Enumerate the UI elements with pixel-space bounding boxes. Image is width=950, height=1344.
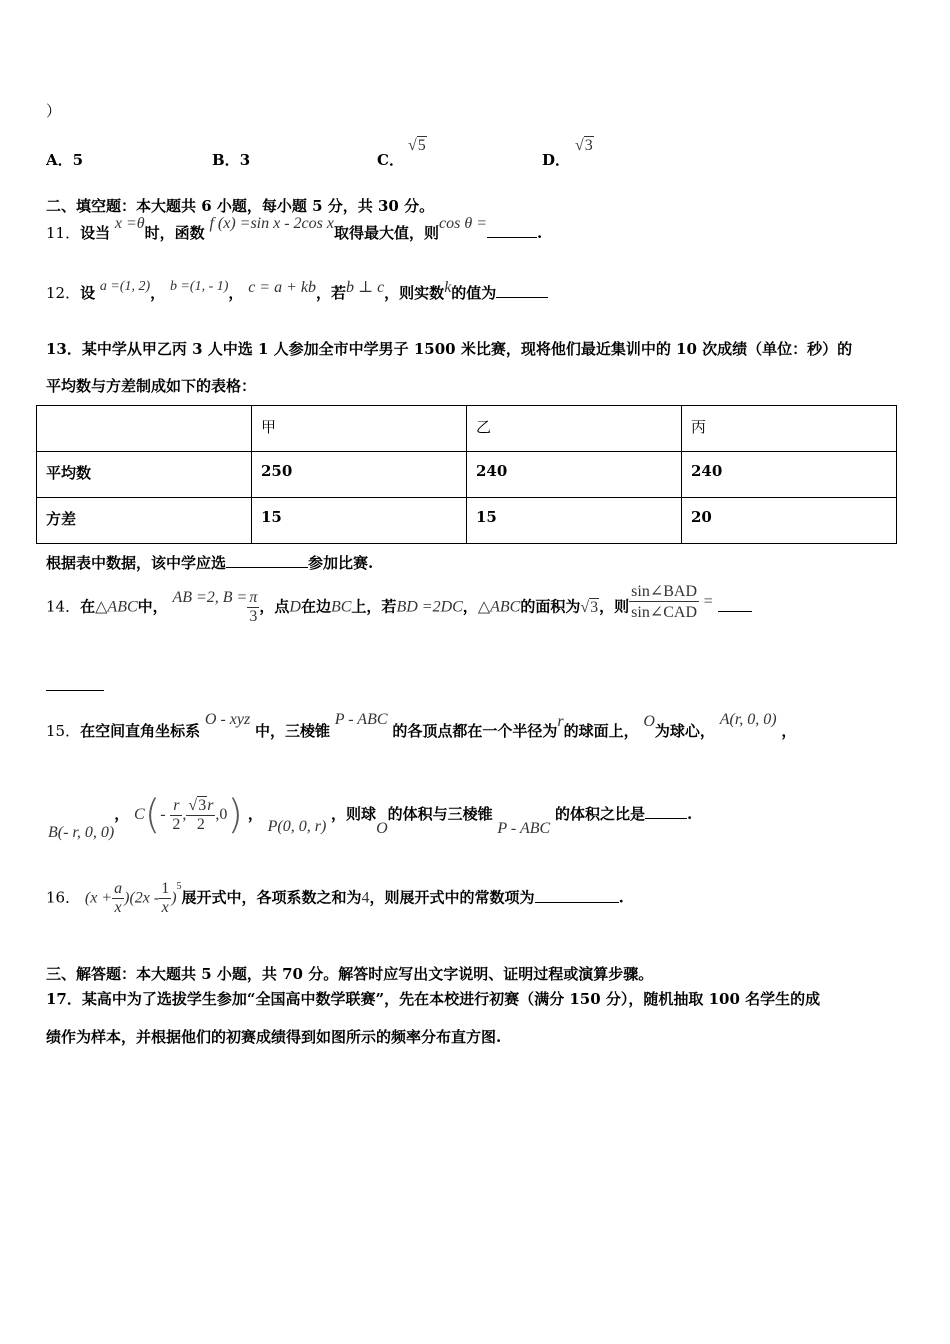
- q11-math3: cos θ =: [439, 215, 487, 232]
- q12-sep1: ，: [150, 284, 166, 302]
- q12-math-a: a =(1, 2): [99, 279, 151, 294]
- option-c-sqrt: √5: [408, 137, 426, 154]
- q12-math-k: k: [444, 279, 452, 296]
- q11-number: 11．: [46, 224, 81, 242]
- q16-number: 16．: [46, 888, 81, 907]
- q13-line2: 平均数与方差制成如下的表格：: [46, 377, 257, 395]
- q13-after-text2: 参加比赛.: [308, 554, 374, 572]
- q14-answer-blank-2: [46, 676, 104, 691]
- q17-line2: 绩作为样本，并根据他们的初赛成绩得到如图所示的频率分布直方图.: [46, 1028, 502, 1046]
- q16-x2: x: [161, 899, 169, 916]
- table-cell: 250: [252, 452, 467, 498]
- q15-text11: 的体积之比是: [554, 805, 645, 823]
- option-a: [46, 149, 83, 170]
- table-cell: 240: [682, 452, 897, 498]
- q13-answer-blank: [226, 553, 308, 568]
- q14-math-triangle: △ABC: [95, 598, 138, 616]
- q14-sqrt: √3: [580, 598, 599, 616]
- q15-text7: ，: [114, 805, 130, 823]
- q15-text9: ，则球: [331, 805, 377, 823]
- q14-pi-den: 3: [249, 608, 258, 625]
- q15-math-b: B(- r, 0, 0): [48, 824, 115, 841]
- q15-math-o2: O: [376, 820, 388, 837]
- option-a-label: A．: [46, 151, 73, 169]
- question-11: [46, 215, 543, 243]
- option-d-value: 3: [584, 137, 593, 154]
- q14-text8: ，则: [599, 597, 630, 616]
- q14-text5: 上，若: [351, 597, 397, 616]
- q15-math-p: P(0, 0, r): [267, 818, 327, 835]
- section2-title: 二、填空题：本大题共 6 小题，每小题 5 分，共 30 分。: [46, 197, 435, 215]
- option-d: [542, 149, 570, 170]
- q15-answer-blank: [645, 804, 687, 819]
- q15-end: .: [686, 805, 693, 823]
- table-cell: 平均数: [37, 452, 252, 498]
- q16-math3: ): [171, 889, 177, 907]
- q15-c-r: r: [170, 797, 182, 816]
- table-header-cell: 丙: [682, 406, 897, 452]
- q15-c-sqrt3: 3: [198, 796, 207, 814]
- q16-x1: x: [114, 899, 122, 916]
- q14-frac-den: sin∠CAD: [631, 604, 698, 621]
- q15-c-frac2: [186, 797, 215, 834]
- option-d-label: D．: [542, 151, 571, 169]
- q12-sep2: ，: [228, 284, 244, 302]
- q11-end: .: [536, 224, 543, 242]
- q11-text1: 设当: [80, 224, 111, 242]
- q14-math-d: D: [289, 598, 301, 616]
- q15-c-minus: -: [160, 806, 166, 823]
- q15-line2: B(- r, 0, 0)， C(- $\frac{r}{2}$ , $\frac{√3r}{2}$ ,0) ， P(0, 0, r) ，则球O的体积与三棱锥 P - ABC 的体积之比是 .: [48, 792, 693, 841]
- q15-text6: ，: [781, 722, 797, 740]
- q16-text1: 展开式中，各项系数之和为: [181, 888, 362, 907]
- q16-math1: (x +: [84, 889, 113, 907]
- q15-math-pabc2: P - ABC: [497, 820, 551, 837]
- question-12: [46, 279, 548, 303]
- q16-one: 1: [161, 880, 170, 897]
- q15-text5: 为球心，: [654, 722, 715, 740]
- q14-text2: 中，: [137, 597, 168, 616]
- q11-answer-blank: [487, 223, 537, 238]
- q15-math-oxyz: O - xyz: [204, 711, 251, 728]
- table-row: [37, 452, 897, 498]
- q14-text6: ，: [462, 597, 478, 616]
- q14-number: 14．: [46, 597, 81, 616]
- option-b: [212, 149, 250, 170]
- q16-end: .: [618, 888, 624, 907]
- q12-text4: 的值为: [451, 284, 497, 302]
- question-16: [46, 880, 624, 917]
- q14-text3: ，点: [259, 597, 290, 616]
- q11-text2: 时，函数: [144, 224, 205, 242]
- q14-math-bc: BC: [330, 598, 352, 616]
- q15-math-r: r: [557, 713, 564, 730]
- q14-frac-num: sin∠BAD: [631, 583, 698, 600]
- table-header-cell: 乙: [467, 406, 682, 452]
- q11-text3: 取得最大值，则: [333, 224, 439, 242]
- q15-c-r2: r: [207, 796, 214, 814]
- q11-math2: f (x) =sin x - 2cos x: [209, 215, 334, 232]
- q14-equals: =: [703, 592, 713, 610]
- q11-math1: x =θ: [114, 215, 145, 232]
- table-row: [37, 498, 897, 544]
- q16-answer-blank: [535, 888, 619, 903]
- q13-score-table: [36, 405, 897, 544]
- q15-text8: ，: [247, 805, 263, 823]
- q14-text4: 在边: [300, 597, 331, 616]
- option-b-value: 3: [239, 151, 251, 169]
- q16-exponent: 5: [176, 880, 182, 892]
- q15-c-sqrt3r: √3r: [188, 796, 214, 814]
- q16-frac-a-x: [112, 880, 124, 917]
- question-15: [46, 711, 797, 741]
- option-b-label: B．: [212, 151, 240, 169]
- q17-line1: 17．某高中为了选拔学生参加“全国高中数学联赛”，先在本校进行初赛（满分 150 分），随机抽取 100 名学生的成: [46, 990, 821, 1008]
- q14-pi-fraction: [247, 589, 259, 626]
- option-a-value: 5: [72, 151, 84, 169]
- q12-answer-blank: [496, 283, 548, 298]
- table-cell: 15: [252, 498, 467, 544]
- q14-math-ab: AB =2, B =: [172, 588, 248, 606]
- q12-math-b: b =(1, - 1): [169, 279, 229, 294]
- q16-frac-1-x: [159, 880, 171, 917]
- q15-text3: 的各顶点都在一个半径为: [392, 722, 558, 740]
- q14-answer-blank-2-wrap: [46, 676, 104, 695]
- q15-right-paren: ): [227, 792, 244, 838]
- q12-number: 12．: [46, 284, 81, 302]
- q16-a: a: [114, 880, 123, 897]
- q12-math-c: c = a + kb: [248, 279, 316, 296]
- table-cell: 20: [682, 498, 897, 544]
- q12-text1: 设: [80, 284, 96, 302]
- q13-line1: 13．某中学从甲乙丙 3 人中选 1 人参加全市中学男子 1500 米比赛，现将他们最近集训中的 10 次成绩（单位：秒）的: [46, 340, 853, 358]
- q14-answer-blank-1: [718, 597, 752, 612]
- q14-pi-num: π: [249, 589, 258, 606]
- table-cell: 15: [467, 498, 682, 544]
- q15-left-paren: (: [144, 792, 161, 838]
- table-header-row: [37, 406, 897, 452]
- q16-math4: 4: [361, 889, 370, 907]
- table-header-cell: [37, 406, 252, 452]
- q14-text7: 的面积为: [520, 597, 581, 616]
- q15-c-two2: 2: [196, 815, 205, 833]
- q15-c-zero: ,0: [215, 806, 228, 823]
- q15-text2: 中，三棱锥: [254, 722, 330, 740]
- q15-math-pabc: P - ABC: [334, 711, 388, 728]
- continuation-paren: ）: [46, 102, 62, 120]
- q15-math-a: A(r, 0, 0): [719, 711, 777, 728]
- q15-math-c: C: [134, 806, 145, 823]
- option-c-label: C．: [377, 151, 404, 169]
- table-cell: 方差: [37, 498, 252, 544]
- q16-text2: ，则展开式中的常数项为: [369, 888, 535, 907]
- q15-number: 15．: [46, 722, 81, 740]
- table-header-cell: 甲: [252, 406, 467, 452]
- option-c: [377, 149, 404, 170]
- q12-math-perp: b ⊥ c: [346, 279, 385, 296]
- q15-math-o: O: [643, 713, 655, 730]
- q14-math-bd: BD =2DC: [396, 598, 463, 616]
- table-cell: 240: [467, 452, 682, 498]
- q15-c-frac1: [170, 797, 182, 834]
- q15-text10: 的体积与三棱锥: [387, 805, 493, 823]
- section3-title: 三、解答题：本大题共 5 小题，共 70 分。解答时应写出文字说明、证明过程或演算步骤。: [46, 965, 654, 983]
- q12-text2: ，若: [316, 284, 347, 302]
- q13-after-text1: 根据表中数据，该中学应选: [46, 554, 227, 572]
- q15-text4: 的球面上，: [563, 722, 639, 740]
- question-14: [46, 583, 752, 628]
- option-c-value: 5: [417, 137, 426, 154]
- option-d-sqrt: √3: [575, 137, 593, 154]
- q12-text3: ，则实数: [384, 284, 445, 302]
- q14-math-triangle2: △ABC: [477, 598, 521, 616]
- q14-text1: 在: [80, 597, 96, 616]
- q15-text1: 在空间直角坐标系: [80, 722, 201, 740]
- q15-c-two1: 2: [172, 815, 181, 833]
- q16-math2: )(2x -: [124, 889, 160, 907]
- q14-sqrt-value: 3: [590, 598, 599, 616]
- q14-sin-fraction: [629, 581, 699, 622]
- q13-after-table: [46, 552, 373, 573]
